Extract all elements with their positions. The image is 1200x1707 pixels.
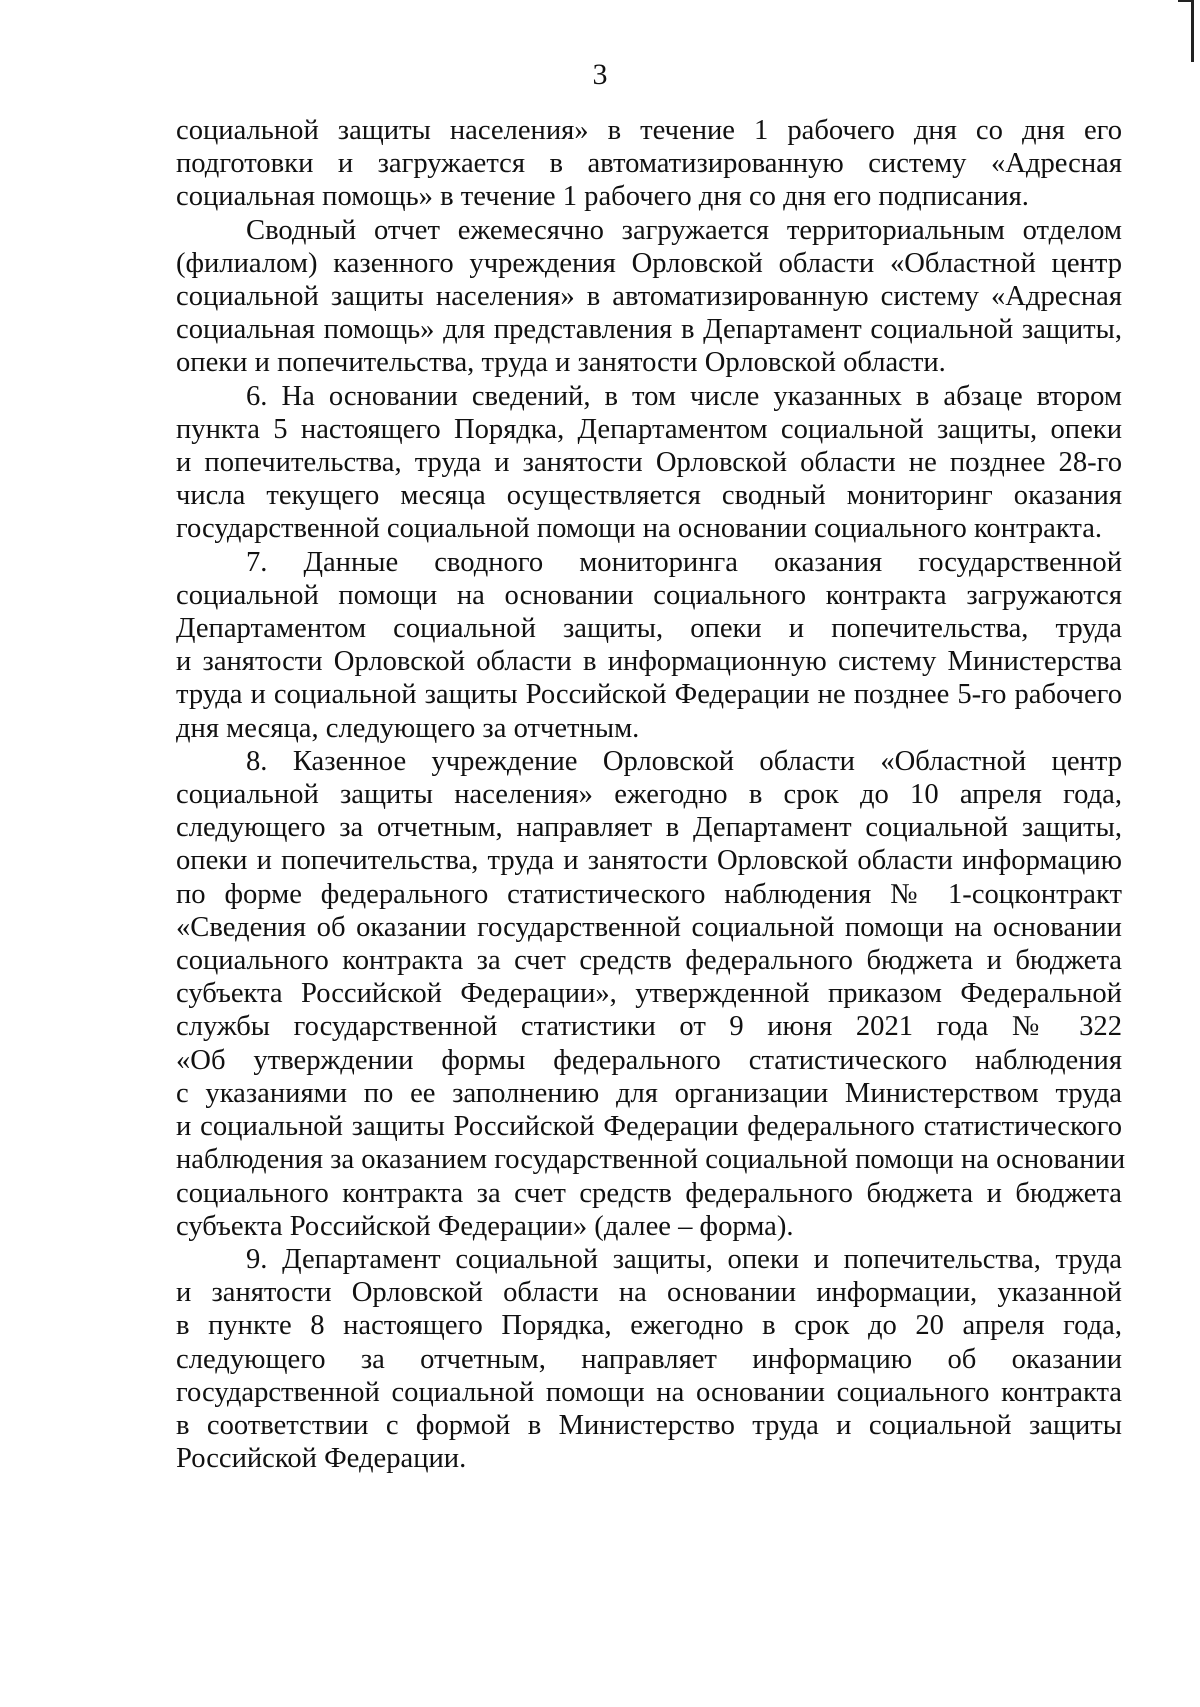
text-line: в соответствии с формой в Министерство труда и социальной защиты [176,1409,1122,1441]
text-line: службы государственной статистики от 9 июня 2021 года № 322 [176,1011,1122,1043]
text-line: государственной социальной помощи на основании социального контракта [176,1376,1122,1408]
paragraph-item-8 [176,745,1126,1243]
paragraph-item-6 [176,380,1122,546]
text-line: наблюдения за оказанием государственной социальной помощи на основании [176,1144,1126,1176]
text-line: «Сведения об оказании государственной социальной помощи на основании [176,911,1122,943]
text-line: Сводный отчет ежемесячно загружается территориальным отделом [246,214,1122,246]
text-line: опеки и попечительства, труда и занятости Орловской области. [176,347,946,379]
text-line: 9. Департамент социальной защиты, опеки и попечительства, труда [246,1243,1122,1275]
paragraph-item-7 [176,546,1122,745]
text-line: пункта 5 настоящего Порядка, Департаментом социальной защиты, опеки [176,413,1122,445]
text-line: субъекта Российской Федерации», утвержденной приказом Федеральной [176,978,1122,1010]
text-line: и социальной защиты Российской Федерации федерального статистического [176,1111,1122,1143]
text-line: субъекта Российской Федерации» (далее – форма). [176,1210,794,1242]
text-line: социальная помощь» для представления в Департамент социальной защиты, [176,314,1122,346]
text-line: и занятости Орловской области в информационную систему Министерства [176,646,1122,678]
text-line: по форме федерального статистического наблюдения № 1-соцконтракт [176,878,1122,910]
paragraph-summary-report [176,214,1122,380]
paragraph-continuation [176,114,1122,214]
text-line: 8. Казенное учреждение Орловской области «Областной центр [246,745,1122,777]
text-line: в пункте 8 настоящего Порядка, ежегодно в срок до 20 апреля года, [176,1310,1122,1342]
text-line: «Об утверждении формы федерального статистического наблюдения [176,1044,1122,1076]
text-line: (филиалом) казенного учреждения Орловской области «Областной центр [176,247,1122,279]
document-body [176,114,1126,1475]
text-line: социальная помощь» в течение 1 рабочего дня со дня его подписания. [176,181,1029,213]
text-line: Департаментом социальной защиты, опеки и попечительства, труда [176,613,1122,645]
text-line: социальной помощи на основании социального контракта загружаются [176,579,1122,611]
text-line: социального контракта за счет средств федерального бюджета и бюджета [176,945,1122,977]
text-line: подготовки и загружается в автоматизированную систему «Адресная [176,148,1122,180]
text-line: и занятости Орловской области на основании информации, указанной [176,1277,1122,1309]
text-line: социального контракта за счет средств федерального бюджета и бюджета [176,1177,1122,1209]
scan-edge-line [1191,0,1194,62]
text-line: социальной защиты населения» ежегодно в срок до 10 апреля года, [176,779,1122,811]
paragraph-item-9 [176,1243,1122,1475]
text-line: социальной защиты населения» в автоматизированную систему «Адресная [176,281,1122,313]
text-line: социальной защиты населения» в течение 1 рабочего дня со дня его [176,115,1122,146]
text-line: труда и социальной защиты Российской Федерации не позднее 5-го рабочего [176,679,1122,711]
text-line: государственной социальной помощи на основании социального контракта. [176,513,1103,545]
page-number: 3 [592,58,608,91]
text-line: числа текущего месяца осуществляется сводный мониторинг оказания [176,480,1122,512]
text-line: следующего за отчетным, направляет в Департамент социальной защиты, [176,812,1122,844]
text-line: и попечительства, труда и занятости Орловской области не позднее 28-го [176,447,1122,479]
text-line: 6. На основании сведений, в том числе указанных в абзаце втором [246,380,1122,412]
text-line: опеки и попечительства, труда и занятости Орловской области информацию [176,845,1122,877]
text-line: следующего за отчетным, направляет информацию об оказании [176,1343,1122,1375]
text-line: 7. Данные сводного мониторинга оказания государственной [246,546,1122,578]
text-line: Российской Федерации. [176,1443,467,1475]
text-line: с указаниями по ее заполнению для организации Министерством труда [176,1077,1122,1109]
text-line: дня месяца, следующего за отчетным. [176,712,640,744]
